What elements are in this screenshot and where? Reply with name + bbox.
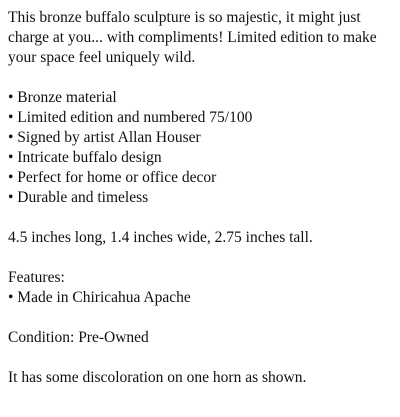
condition-note: It has some discoloration on one horn as shown. [8,369,307,386]
spacer [8,248,394,268]
feature-item: • Made in Chiricahua Apache [8,289,191,306]
bullet-item: • Durable and timeless [8,189,149,206]
spacer [8,348,394,368]
item-description [8,8,394,388]
features-bullet-list [8,288,394,308]
features-heading: Features: [8,269,65,286]
dimensions-text: 4.5 inches long, 1.4 inches wide, 2.75 inches tall. [8,229,313,246]
intro-paragraph: This bronze buffalo sculpture is so majestic, it might just charge at you... with compliments! Limited edition to make your space feel uniquely wild. [8,9,377,66]
spec-bullet-list [8,88,394,208]
spacer [8,68,394,88]
bullet-item: • Perfect for home or office decor [8,169,217,186]
condition-text: Condition: Pre-Owned [8,329,149,346]
bullet-item: • Bronze material [8,89,117,106]
bullet-item: • Signed by artist Allan Houser [8,129,201,146]
spacer [8,208,394,228]
bullet-item: • Limited edition and numbered 75/100 [8,109,253,126]
spacer [8,308,394,328]
bullet-item: • Intricate buffalo design [8,149,162,166]
